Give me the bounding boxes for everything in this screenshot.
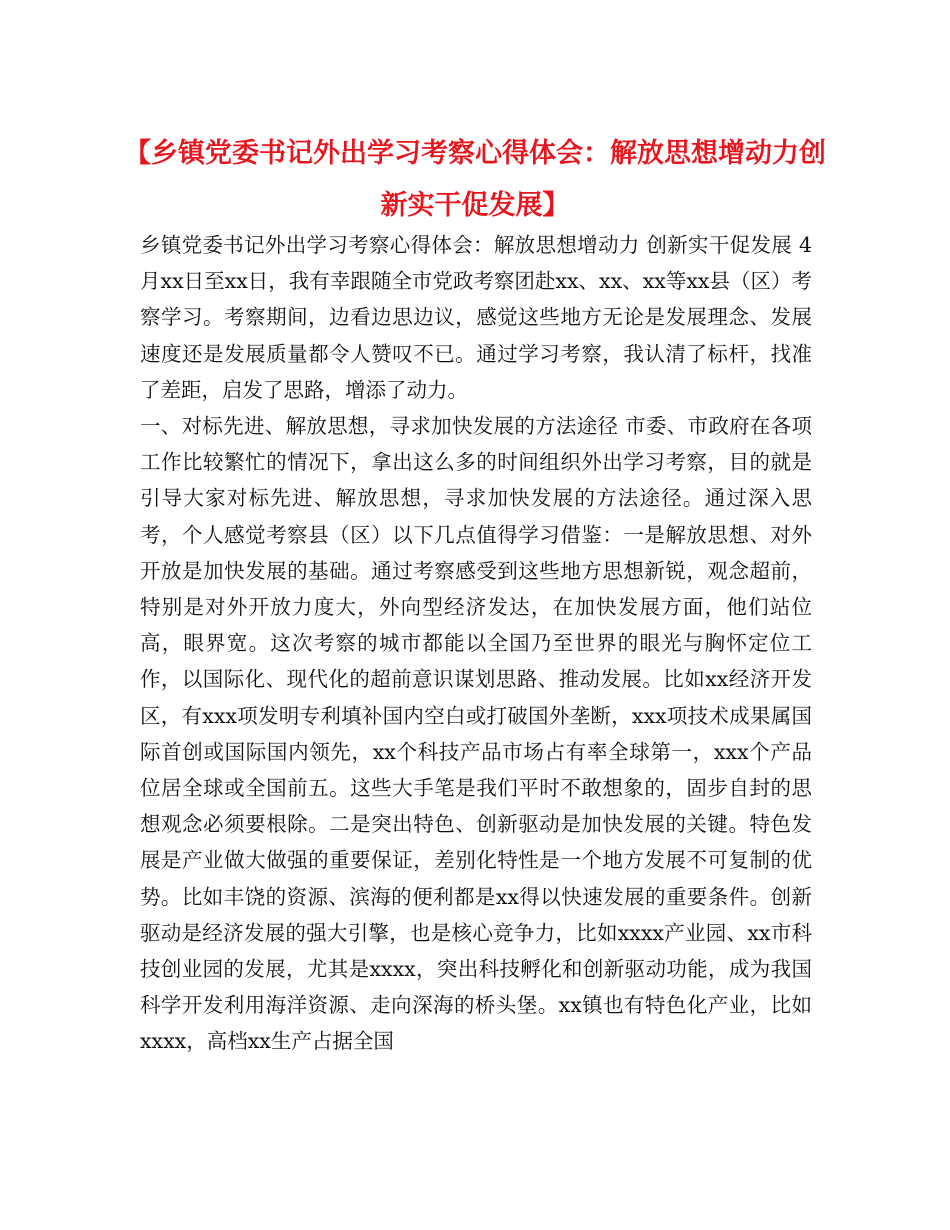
paragraph-intro: 乡镇党委书记外出学习考察心得体会：解放思想增动力 创新实干促发展 4月xx日至xx日，我有幸跟随全市党政考察团赴xx、xx、xx等xx县（区）考察学习。考察期间，边看边思边议，感觉这些地方无论是发展理念、发展速度还是发展质量都令人赞叹不已。通过学习考察，我认清了标杆，找准了差距，启发了思路，增添了动力。 [140, 233, 812, 402]
document-body [140, 227, 812, 1060]
document-title: 【乡镇党委书记外出学习考察心得体会：解放思想增动力创新实干促发展】 [124, 138, 826, 221]
paragraph-section-one: 一、对标先进、解放思想，寻求加快发展的方法途径 市委、市政府在各项工作比较繁忙的情况下，拿出这么多的时间组织外出学习考察，目的就是引导大家对标先进、解放思想，寻求加快发展的方法途径。通过深入思考，个人感觉考察县（区）以下几点值得学习借鉴：一是解放思想、对外开放是加快发展的基础。通过考察感受到这些地方思想新锐，观念超前，特别是对外开放力度大，外向型经济发达，在加快发展方面，他们站位高，眼界宽。这次考察的城市都能以全国乃至世界的眼光与胸怀定位工作，以国际化、现代化的超前意识谋划思路、推动发展。比如xx经济开发区，有xxx项发明专利填补国内空白或打破国外垄断，xxx项技术成果属国际首创或国际国内领先，xx个科技产品市场占有率全球第一，xxx个产品位居全球或全国前五。这些大手笔是我们平时不敢想象的，固步自封的思想观念必须要根除。二是突出特色、创新驱动是加快发展的关键。特色发展是产业做大做强的重要保证，差别化特性是一个地方发展不可复制的优势。比如丰饶的资源、滨海的便利都是xx得以快速发展的重要条件。创新驱动是经济发展的强大引擎，也是核心竞争力，比如xxxx产业园、xx市科技创业园的发展，尤其是xxxx，突出科技孵化和创新驱动功能，成为我国科学开发利用海洋资源、走向深海的桥头堡。xx镇也有特色化产业，比如xxxx，高档xx生产占据全国 [140, 414, 812, 1054]
